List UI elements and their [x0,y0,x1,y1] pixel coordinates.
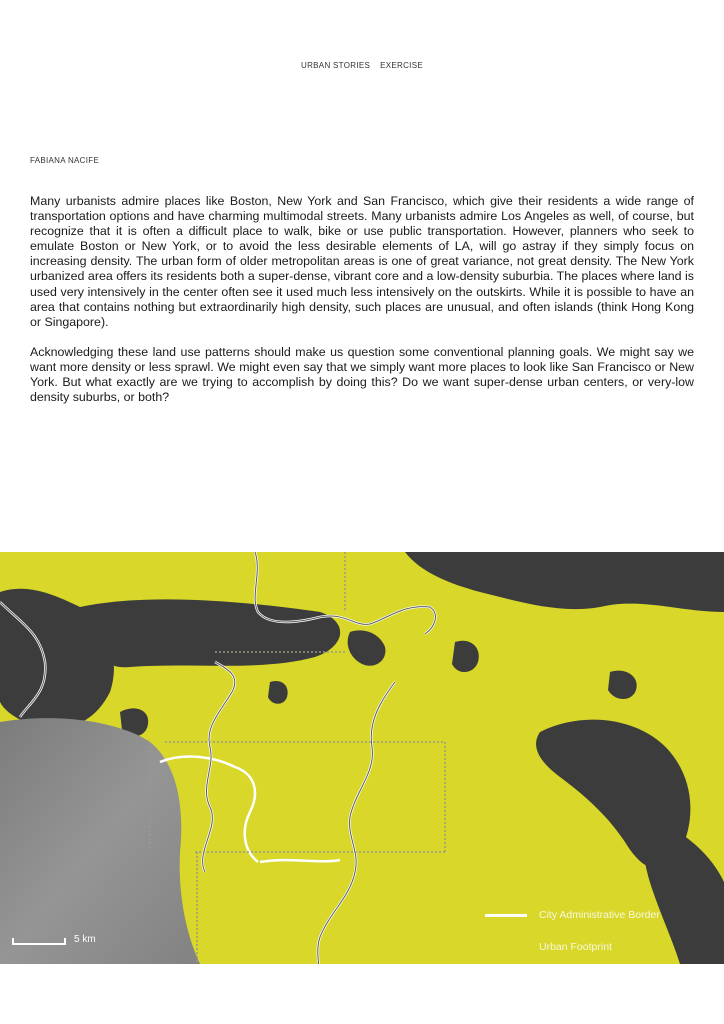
legend-urban-label: Urban Footprint [539,941,612,953]
page-header [0,61,724,70]
header-subsection-label: EXERCISE [380,61,423,70]
map-legend [485,906,660,964]
paragraph-1: Many urbanists admire places like Boston, New York and San Francisco, which give their residents a wide range of transportation options and have charming multimodal streets. Many urbanists admire Los Angeles as well, of course, but recognize that it is often a difficult place to walk, bike or use public transportation. However, planners who seek to emulate Boston or New York, or to avoid the less desirable elements of LA, will go astray if they simply focus on increasing density. The urban form of older metropolitan areas is one of great variance, not great density. The New York urbanized area offers its residents both a super-dense, vibrant core and a low-density suburbia. The places where land is used very intensively in the center often see it used much less intensively on the outskirts. While it is possible to have an area that contains nothing but extraordinarily high density, such places are unusual, and often islands (think Hong Kong or Singapore). [30,194,694,329]
scale-bar-label: 5 km [74,934,96,945]
header-section-label: URBAN STORIES [301,61,371,70]
legend-border-label: City Administrative Border [539,909,660,921]
paragraph-2: Acknowledging these land use patterns should make us question some conventional planning goals. We might say we want more density or less sprawl. We might even say that we simply want more places to look like San Francisco or New York. But what exactly are we trying to accomplish by doing this? Do we want super-dense urban centers, or very-low density suburbs, or both? [30,344,694,405]
legend-border-swatch [485,914,527,917]
article-body [30,194,694,420]
map-scale-bar [12,935,96,945]
urban-footprint-map [0,552,724,964]
legend-urban-swatch [485,938,527,956]
map-image [0,552,724,964]
author-name: FABIANA NACIFE [30,156,100,165]
legend-item-urban [485,938,660,956]
legend-item-border [485,906,660,924]
scale-bar-line [12,938,66,945]
